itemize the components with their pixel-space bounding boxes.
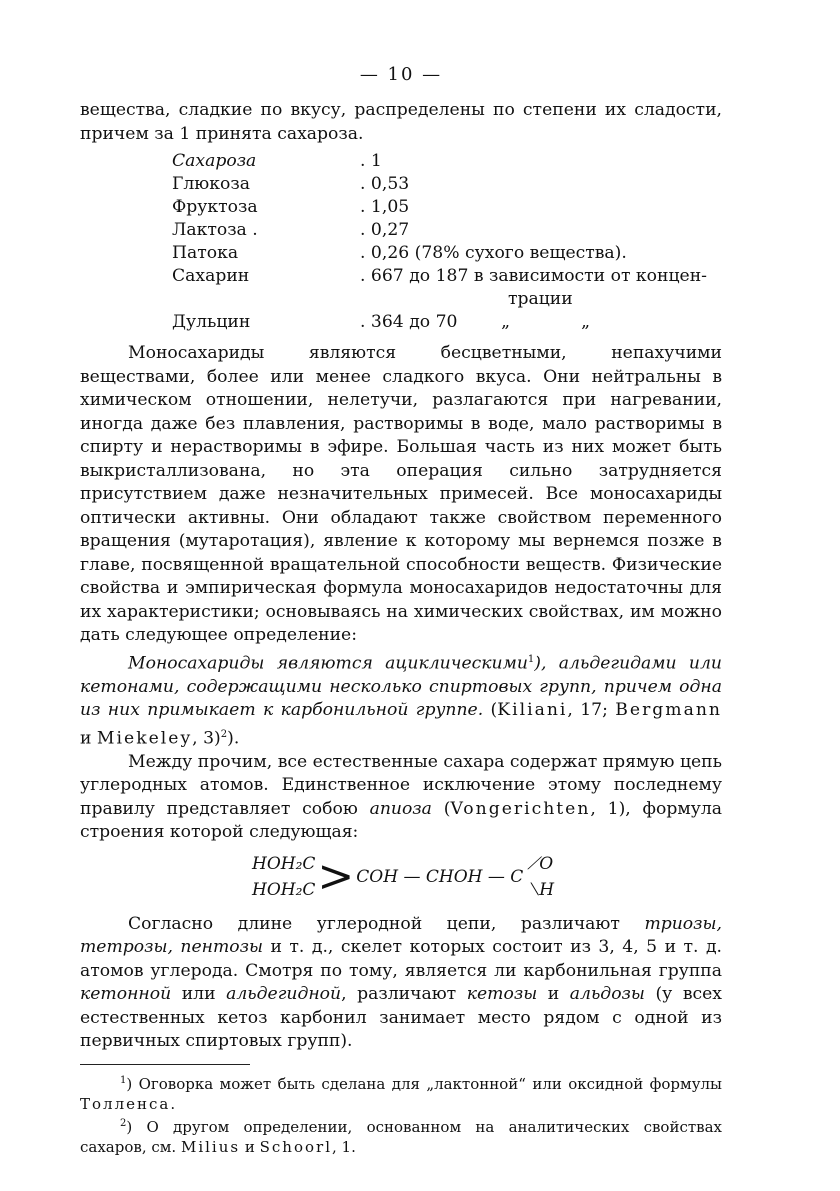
sweetness-row [172, 311, 722, 334]
author-miekeley: Miekeley [96, 728, 193, 749]
formula-bottom-left: HOH₂C [252, 879, 316, 900]
formula-top-right: ⟋O [527, 853, 554, 874]
paragraph-properties: Моносахариды являются бесцветными, непахучими веществами, более или менее сладкого вкуса. Они нейтральны в химическом отношении, нелетучи, разлагаются при нагревании, иногда даже без плавления, растворимы в воде, мало растворимы в спирту и нерастворимы в эфире. Большая часть из них может быть выкристаллизована, но эта операция сильно затрудняется присутствием даже незначительных примесей. Все моносахариды оптически активны. Они обладают также свойством переменного вращения (мутаротация), явление к которому мы вернемся позже в главе, посвященной вращательной способности веществ. Физические свойства и эмпирическая формула моносахаридов недостаточны для их характеристики; основываясь на химических свойствах, им можно дать следующее определение: [80, 343, 722, 645]
sugar-value: . 364 до 70 „ „ [360, 312, 591, 332]
definition-text: Моносахариды являются ациклическими [128, 653, 528, 674]
paragraph-definition: Моносахариды являются ациклическими$^1$), альдегидами или кетонами, содержащими несколько спиртовых групп, причем одна из них примыкает к карбонильной группе. (Kiliani, 17; Bergmann и Miekeley, 3)$^2$). [80, 653, 722, 749]
sugar-value: . 0,26 (78% сухого вещества). [360, 243, 627, 263]
sweetness-row [172, 265, 722, 288]
intro-paragraph: вещества, сладкие по вкусу, распределены по степени их сладости, причем за 1 принята сахароза. [80, 100, 722, 144]
apiose-formula [252, 851, 722, 903]
sugar-name: Сахароза [172, 151, 257, 171]
sugar-name: Лактоза . [172, 220, 258, 240]
author-kiliani: Kiliani [497, 700, 568, 721]
footnote-1: $^1$) Оговорка может быть сделана для „лактонной“ или оксидной формулы Толленса. [80, 1074, 722, 1113]
formula-bottom-right: ⟍H [527, 879, 555, 900]
sugar-name: Дульцин [172, 312, 251, 332]
sweetness-row-continuation [172, 288, 722, 311]
author-bergmann: Bergmann [615, 700, 722, 721]
footnote-divider [80, 1064, 250, 1065]
sugar-name: Фруктоза [172, 197, 258, 217]
sugar-value: . 0,53 [360, 174, 410, 194]
formula-top-left: HOH₂C [252, 853, 316, 874]
sugar-value: . 1,05 [360, 197, 410, 217]
sugar-name: Сахарин [172, 266, 250, 286]
sugar-value: . 0,27 [360, 220, 410, 240]
footnote-ref: 1 [527, 653, 535, 665]
page-number: — 10 — [359, 64, 443, 85]
sweetness-list [172, 150, 722, 334]
sugar-name: Глюкоза [172, 174, 250, 194]
sugar-value: . 1 [360, 151, 382, 171]
author-vongerichten: Vongerichten [450, 798, 591, 819]
apiose-term: апиоза [369, 798, 432, 819]
sweetness-row [172, 173, 722, 196]
formula-brace-icon: > [317, 850, 355, 902]
footnote-ref: 2 [220, 728, 228, 740]
sugar-value-continuation: трации [508, 289, 573, 309]
sweetness-row [172, 196, 722, 219]
sugar-value: . 667 до 187 в зависимости от концен- [360, 266, 707, 286]
sweetness-row [172, 219, 722, 242]
sweetness-row [172, 242, 722, 265]
footnote-2: $^2$) О другом определении, основанном на аналитических свойствах сахаров, см. Milius и Schoorl, 1. [80, 1117, 722, 1156]
sugar-name: Патока [172, 243, 239, 263]
document-page [80, 64, 722, 1157]
definition-text-2: ), альдегидами или кетонами, содержащими несколько спиртовых групп, причем одна из них примыкает к карбонильной группе. [80, 653, 722, 721]
sweetness-row [172, 150, 722, 173]
formula-middle: COH — CHOH — C [356, 866, 524, 887]
paragraph-classification: Согласно длине углеродной цепи, различают триозы, тетрозы, пентозы и т. д., скелет которых состоит из 3, 4, 5 и т. д. атомов углерода. Смотря по тому, является ли карбонильная группа кетонной или альдегидной, различают кетозы и альдозы (у всех естественных кетоз карбонил занимает место рядом с одной из первичных спиртовых групп). [80, 913, 722, 1052]
paragraph-apiose: Между прочим, все естественные сахара содержат прямую цепь углеродных атомов. Единственное исключение этому последнему правилу представляет собою апиоза (Vongerichten, 1), формула строения которой следующая: [80, 751, 723, 843]
